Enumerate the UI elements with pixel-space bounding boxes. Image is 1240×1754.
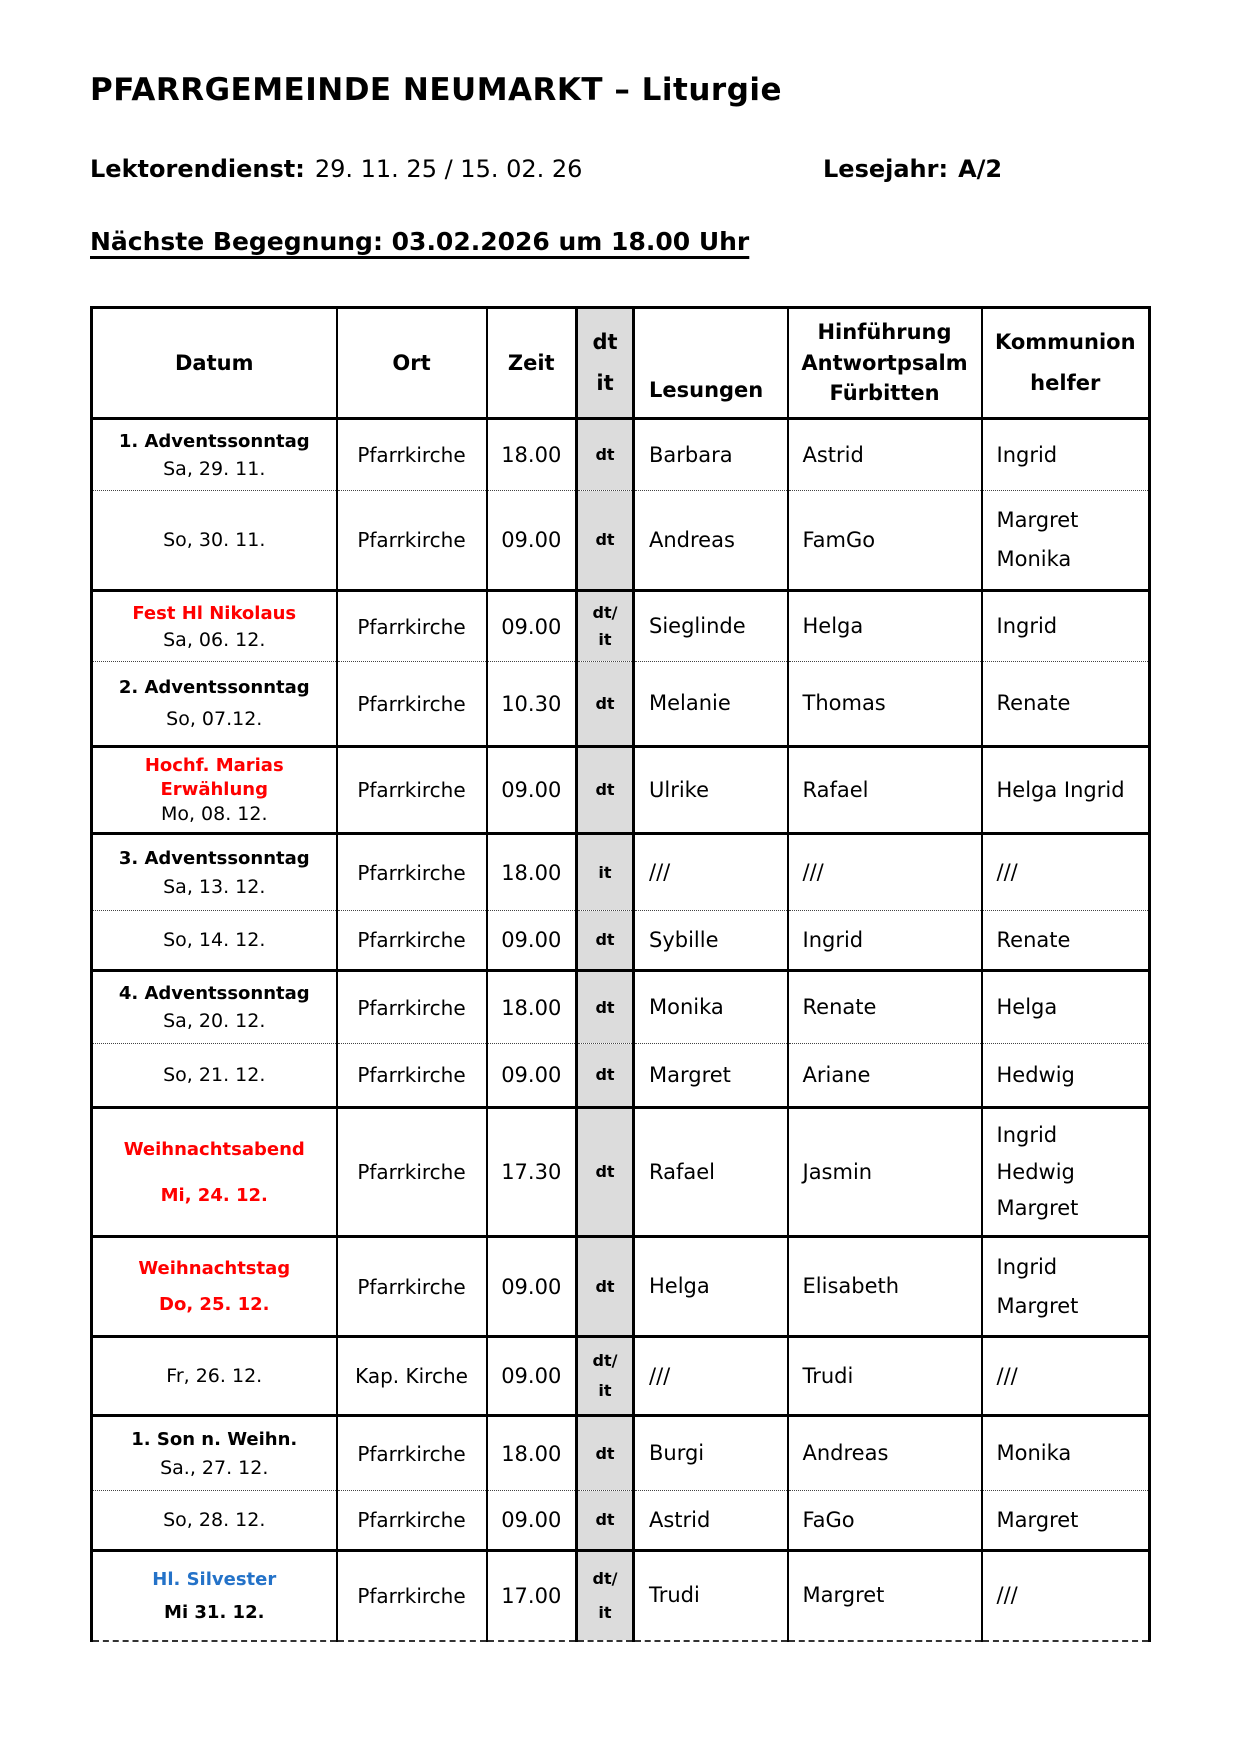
column-header-line: it (596, 371, 614, 396)
ort-cell: Pfarrkirche (337, 1416, 487, 1491)
datum-cell (92, 491, 337, 591)
hinfuehrung-name: Andreas (802, 1441, 889, 1466)
datum-line: So, 28. 12. (163, 1509, 266, 1532)
datum-cell (92, 1416, 337, 1491)
lesungen-cell (634, 1108, 788, 1237)
next-meeting-note: Nächste Begegnung: 03.02.2026 um 18.00 Uhr (90, 227, 750, 257)
hinfuehrung-name: Ingrid (802, 927, 864, 952)
datum-cell (92, 1551, 337, 1641)
datum-line: Mo, 08. 12. (160, 802, 268, 825)
language-cell (577, 1237, 634, 1337)
datum-line: 2. Adventssonntag (118, 677, 310, 699)
kommunionhelfer-name: Monika (996, 547, 1072, 572)
lesungen-name: /// (649, 1363, 671, 1388)
language-cell (577, 911, 634, 971)
table-row (92, 911, 1150, 971)
zeit-cell: 17.30 (487, 1108, 577, 1237)
kommunionhelfer-cell (982, 1551, 1150, 1641)
language-line: dt (595, 1276, 615, 1296)
hinfuehrung-name: Margret (802, 1583, 885, 1608)
zeit-cell: 18.00 (487, 971, 577, 1044)
kommunionhelfer-name: /// (996, 1583, 1018, 1608)
kommunionhelfer-cell (982, 911, 1150, 971)
column-header-line: dt (592, 330, 618, 355)
hinfuehrung-name: Elisabeth (802, 1274, 900, 1299)
hinfuehrung-cell (788, 911, 982, 971)
kommunionhelfer-cell (982, 747, 1150, 834)
language-cell (577, 747, 634, 834)
kommunionhelfer-name: Monika (996, 1441, 1072, 1466)
table-row (92, 1044, 1150, 1108)
table-row (92, 971, 1150, 1044)
datum-cell (92, 419, 337, 491)
zeit-cell: 09.00 (487, 1237, 577, 1337)
hinfuehrung-name: FamGo (802, 527, 876, 552)
datum-line: Erwählung (160, 779, 268, 801)
kommunionhelfer-cell (982, 419, 1150, 491)
zeit-cell: 09.00 (487, 1337, 577, 1416)
kommunionhelfer-cell (982, 1337, 1150, 1416)
zeit-cell: 17.00 (487, 1551, 577, 1641)
zeit-cell: 18.00 (487, 419, 577, 491)
kommunionhelfer-name: Margret (996, 1507, 1079, 1532)
lesungen-cell (634, 591, 788, 662)
datum-cell (92, 1337, 337, 1416)
table-row (92, 1551, 1150, 1641)
zeit-cell: 09.00 (487, 1491, 577, 1551)
hinfuehrung-cell (788, 1551, 982, 1641)
language-cell (577, 1337, 634, 1416)
lesungen-cell (634, 491, 788, 591)
ort-cell: Kap. Kirche (337, 1337, 487, 1416)
column-header-line: Zeit (507, 350, 555, 375)
hinfuehrung-cell (788, 662, 982, 747)
ort-cell: Pfarrkirche (337, 591, 487, 662)
language-line: dt (595, 693, 615, 713)
column-header-line: Hinführung (817, 319, 952, 344)
ort-cell: Pfarrkirche (337, 1237, 487, 1337)
zeit-cell: 18.00 (487, 1416, 577, 1491)
datum-cell (92, 591, 337, 662)
hinfuehrung-cell (788, 834, 982, 911)
language-cell (577, 1551, 634, 1641)
language-line: dt/ (592, 603, 618, 623)
column-header-line: Antwortpsalm (801, 350, 968, 375)
column-header-line: Lesungen (649, 378, 764, 403)
lesungen-name: Sieglinde (649, 614, 746, 639)
datum-line: Hl. Silvester (152, 1568, 277, 1590)
ort-cell: Pfarrkirche (337, 491, 487, 591)
lesungen-cell (634, 662, 788, 747)
column-header-lang (577, 308, 634, 419)
kommunionhelfer-cell (982, 1491, 1150, 1551)
ort-cell: Pfarrkirche (337, 1044, 487, 1108)
liturgy-schedule-table (90, 306, 1151, 1642)
service-period-line (90, 155, 1150, 187)
zeit-cell: 09.00 (487, 591, 577, 662)
datum-line: 4. Adventssonntag (118, 983, 310, 1005)
kommunionhelfer-cell (982, 1108, 1150, 1237)
kommunionhelfer-name: Margret (996, 1196, 1079, 1221)
kommunionhelfer-name: Renate (996, 691, 1071, 716)
kommunionhelfer-name: Ingrid (996, 1123, 1058, 1148)
zeit-cell: 10.30 (487, 662, 577, 747)
language-cell (577, 971, 634, 1044)
column-header-line: Kommunion (994, 330, 1136, 355)
hinfuehrung-cell (788, 591, 982, 662)
column-header-datum (92, 308, 337, 419)
zeit-cell: 09.00 (487, 491, 577, 591)
lektorendienst-value: 29. 11. 25 / 15. 02. 26 (314, 155, 583, 184)
hinfuehrung-name: Helga (802, 614, 864, 639)
language-line: it (598, 862, 612, 882)
lesungen-name: Helga (649, 1274, 710, 1299)
kommunionhelfer-cell (982, 971, 1150, 1044)
datum-cell (92, 1044, 337, 1108)
lesejahr-label: Lesejahr: (823, 155, 949, 184)
datum-line: Weihnachtsabend (123, 1138, 305, 1160)
lesejahr-value: A/2 (958, 155, 1003, 184)
column-header-line: Ort (392, 350, 431, 375)
datum-line: So, 14. 12. (163, 929, 266, 952)
ort-cell: Pfarrkirche (337, 834, 487, 911)
hinfuehrung-name: Ariane (802, 1062, 871, 1087)
ort-cell: Pfarrkirche (337, 1551, 487, 1641)
language-cell (577, 662, 634, 747)
hinfuehrung-cell (788, 971, 982, 1044)
hinfuehrung-cell (788, 491, 982, 591)
language-line: it (598, 1602, 612, 1622)
lesungen-name: Andreas (649, 527, 735, 552)
table-row (92, 834, 1150, 911)
lesungen-name: Trudi (649, 1583, 700, 1608)
lesungen-cell (634, 834, 788, 911)
datum-cell (92, 1237, 337, 1337)
table-row (92, 419, 1150, 491)
hinfuehrung-cell (788, 1416, 982, 1491)
column-header-zeit (487, 308, 577, 419)
column-header-line: Fürbitten (829, 381, 940, 406)
zeit-cell: 09.00 (487, 911, 577, 971)
lesungen-name: Monika (649, 995, 724, 1020)
document-page (90, 72, 1150, 1642)
ort-cell: Pfarrkirche (337, 911, 487, 971)
table-row (92, 747, 1150, 834)
kommunionhelfer-name: Ingrid (996, 614, 1058, 639)
hinfuehrung-name: Renate (802, 995, 877, 1020)
datum-line: Weihnachtstag (138, 1258, 291, 1280)
column-header-hinfuehrung (788, 308, 982, 419)
datum-line: Hochf. Marias (144, 755, 284, 777)
table-row (92, 1491, 1150, 1551)
language-line: dt/ (592, 1569, 618, 1589)
hinfuehrung-name: FaGo (802, 1507, 855, 1532)
hinfuehrung-cell (788, 1044, 982, 1108)
datum-cell (92, 1491, 337, 1551)
hinfuehrung-cell (788, 747, 982, 834)
table-row (92, 491, 1150, 591)
lesungen-cell (634, 971, 788, 1044)
datum-line: So, 07.12. (166, 708, 263, 731)
hinfuehrung-name: Rafael (802, 777, 869, 802)
column-header-line: helfer (1030, 371, 1101, 396)
lesungen-name: Barbara (649, 442, 733, 467)
language-line: dt (595, 1162, 615, 1182)
lesungen-name: /// (649, 860, 671, 885)
lesungen-cell (634, 911, 788, 971)
hinfuehrung-name: /// (802, 860, 824, 885)
datum-line: Do, 25. 12. (159, 1294, 270, 1316)
kommunionhelfer-name: Hedwig (996, 1159, 1075, 1184)
language-line: dt (595, 1065, 615, 1085)
datum-cell (92, 971, 337, 1044)
language-line: it (598, 630, 612, 650)
kommunionhelfer-name: Renate (996, 927, 1071, 952)
lesungen-cell (634, 1337, 788, 1416)
datum-line: Mi, 24. 12. (160, 1184, 268, 1206)
zeit-cell: 09.00 (487, 1044, 577, 1108)
kommunionhelfer-name: Ingrid (996, 442, 1058, 467)
datum-line: So, 21. 12. (163, 1064, 266, 1087)
kommunionhelfer-name: /// (996, 860, 1018, 885)
language-cell (577, 834, 634, 911)
lesungen-name: Margret (649, 1062, 731, 1087)
hinfuehrung-name: Astrid (802, 442, 864, 467)
language-cell (577, 1108, 634, 1237)
language-cell (577, 1491, 634, 1551)
datum-cell (92, 1108, 337, 1237)
datum-cell (92, 911, 337, 971)
kommunionhelfer-name: Hedwig (996, 1062, 1075, 1087)
datum-line: Sa., 27. 12. (160, 1456, 269, 1479)
datum-cell (92, 834, 337, 911)
lesungen-cell (634, 1044, 788, 1108)
language-cell (577, 419, 634, 491)
language-line: dt/ (592, 1351, 618, 1371)
kommunionhelfer-name: Margret (996, 1293, 1079, 1318)
language-line: dt (595, 445, 615, 465)
column-header-line: Datum (175, 350, 254, 375)
hinfuehrung-cell (788, 419, 982, 491)
datum-line: 1. Son n. Weihn. (131, 1428, 298, 1450)
column-header-kommunionhelfer (982, 308, 1150, 419)
kommunionhelfer-cell (982, 491, 1150, 591)
datum-line: Fr, 26. 12. (166, 1365, 263, 1388)
table-header-row (92, 308, 1150, 419)
language-line: dt (595, 1443, 615, 1463)
datum-line: Fest Hl Nikolaus (132, 602, 297, 624)
language-line: dt (595, 780, 615, 800)
zeit-cell: 09.00 (487, 747, 577, 834)
language-line: dt (595, 997, 615, 1017)
kommunionhelfer-cell (982, 1044, 1150, 1108)
language-cell (577, 1044, 634, 1108)
hinfuehrung-name: Trudi (802, 1363, 854, 1388)
datum-line: Sa, 06. 12. (163, 628, 266, 651)
column-header-ort (337, 308, 487, 419)
lesungen-cell (634, 1237, 788, 1337)
kommunionhelfer-cell (982, 1237, 1150, 1337)
datum-line: Mi 31. 12. (164, 1601, 265, 1623)
table-row (92, 662, 1150, 747)
column-header-lesungen (634, 308, 788, 419)
table-row (92, 1337, 1150, 1416)
hinfuehrung-name: Jasmin (802, 1159, 873, 1184)
kommunionhelfer-cell (982, 834, 1150, 911)
lesungen-cell (634, 419, 788, 491)
language-line: it (598, 1380, 612, 1400)
lesungen-cell (634, 1491, 788, 1551)
language-cell (577, 491, 634, 591)
hinfuehrung-cell (788, 1108, 982, 1237)
lesungen-name: Astrid (649, 1507, 711, 1532)
datum-line: Sa, 20. 12. (163, 1010, 266, 1033)
kommunionhelfer-cell (982, 1416, 1150, 1491)
zeit-cell: 18.00 (487, 834, 577, 911)
lektorendienst-label: Lektorendienst: (90, 155, 305, 184)
table-row (92, 1237, 1150, 1337)
kommunionhelfer-cell (982, 662, 1150, 747)
kommunionhelfer-name: /// (996, 1363, 1018, 1388)
kommunionhelfer-name: Helga Ingrid (996, 777, 1125, 802)
lesungen-name: Rafael (649, 1159, 716, 1184)
lesungen-cell (634, 747, 788, 834)
ort-cell: Pfarrkirche (337, 419, 487, 491)
ort-cell: Pfarrkirche (337, 1491, 487, 1551)
datum-cell (92, 662, 337, 747)
table-row (92, 1416, 1150, 1491)
page-title: PFARRGEMEINDE NEUMARKT – Liturgie (90, 72, 783, 108)
datum-line: Sa, 13. 12. (163, 875, 266, 898)
ort-cell: Pfarrkirche (337, 662, 487, 747)
lesungen-name: Ulrike (649, 777, 710, 802)
lesungen-name: Burgi (649, 1441, 705, 1466)
hinfuehrung-cell (788, 1337, 982, 1416)
kommunionhelfer-name: Ingrid (996, 1254, 1058, 1279)
lesejahr-group (823, 155, 1002, 183)
table-row (92, 1108, 1150, 1237)
language-cell (577, 1416, 634, 1491)
datum-line: Sa, 29. 11. (163, 457, 266, 480)
datum-cell (92, 747, 337, 834)
lesungen-cell (634, 1416, 788, 1491)
hinfuehrung-name: Thomas (802, 691, 886, 716)
kommunionhelfer-name: Helga (996, 995, 1058, 1020)
datum-line: 3. Adventssonntag (118, 847, 310, 869)
ort-cell: Pfarrkirche (337, 971, 487, 1044)
table-row (92, 591, 1150, 662)
language-line: dt (595, 930, 615, 950)
hinfuehrung-cell (788, 1491, 982, 1551)
ort-cell: Pfarrkirche (337, 747, 487, 834)
datum-line: So, 30. 11. (163, 529, 266, 552)
datum-line: 1. Adventssonntag (118, 430, 310, 452)
language-cell (577, 591, 634, 662)
kommunionhelfer-cell (982, 591, 1150, 662)
language-line: dt (595, 1510, 615, 1530)
hinfuehrung-cell (788, 1237, 982, 1337)
lesungen-name: Sybille (649, 927, 719, 952)
lesungen-cell (634, 1551, 788, 1641)
kommunionhelfer-name: Margret (996, 508, 1079, 533)
language-line: dt (595, 530, 615, 550)
ort-cell: Pfarrkirche (337, 1108, 487, 1237)
lesungen-name: Melanie (649, 691, 731, 716)
